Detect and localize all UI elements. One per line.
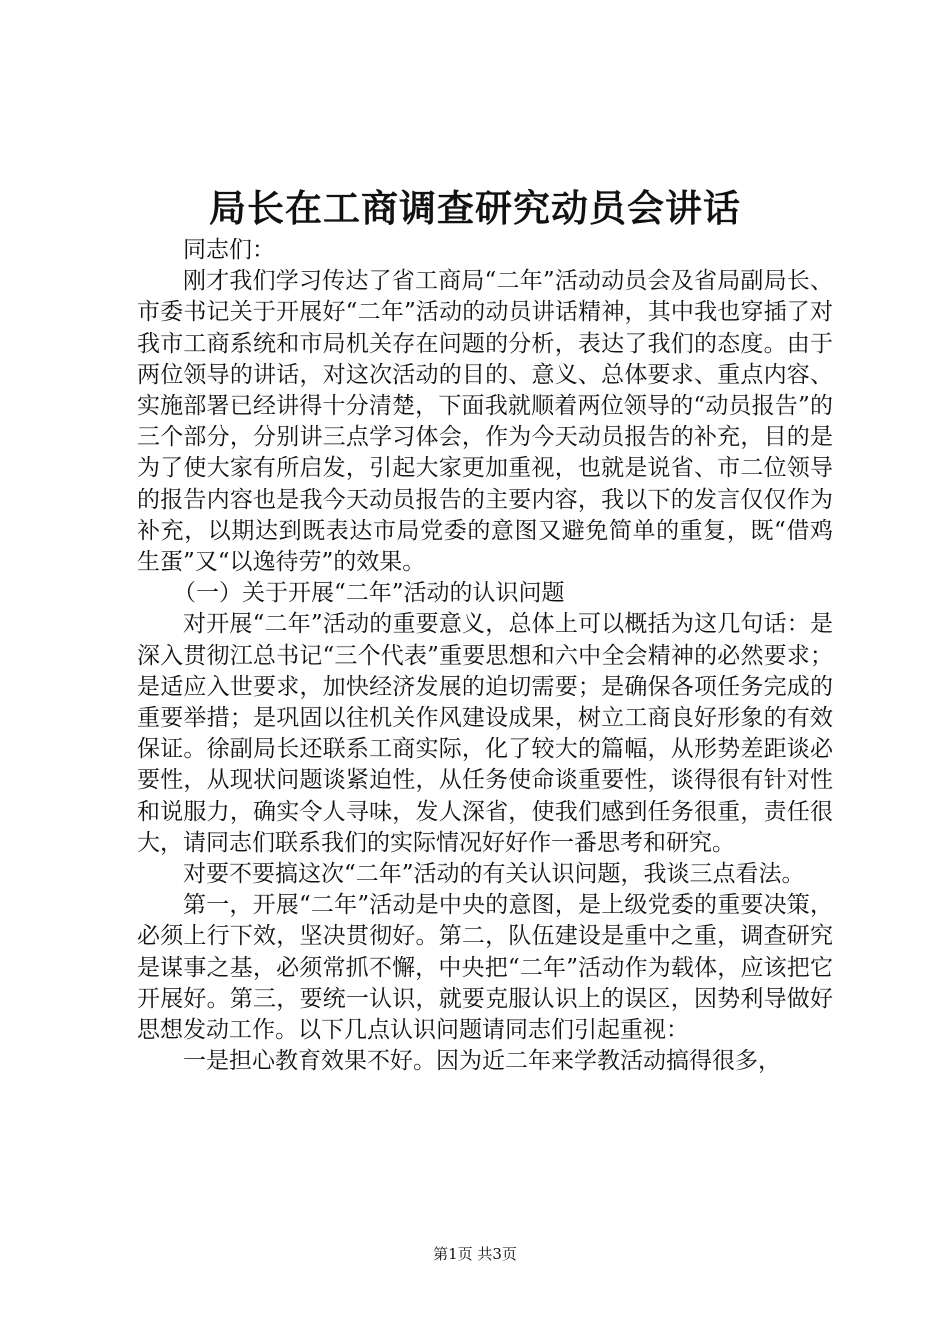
page-number-footer: 第1页 共3页 [433,1245,517,1263]
paragraph-significance: 对开展“二年”活动的重要意义，总体上可以概括为这几句话：是深入贯彻江总书记“三个代表”重要思想和六中全会精神的必然要求；是适应入世要求，加快经济发展的迫切需要；是确保各项任务完成的重要举措；是巩固以往机关作风建设成果，树立工商良好形象的有效保证。徐副局长还联系工商实际，化了较大的篇幅，从形势差距谈必要性，从现状问题谈紧迫性，从任务使命谈重要性，谈得很有针对性和说服力，确实令人寻味，发人深省，使我们感到任务很重，责任很大，请同志们联系我们的实际情况好好作一番思考和研究。 [137,611,833,856]
paragraph-three-views: 对要不要搞这次“二年”活动的有关认识问题，我谈三点看法。 [183,861,805,888]
salutation: 同志们： [183,237,275,263]
document-title: 局长在工商调查研究动员会讲话 [209,186,741,230]
section-heading: （一）关于开展“二年”活动的认识问题 [173,580,565,607]
document-body [137,235,833,1077]
paragraph-concern-one: 一是担心教育效果不好。因为近二年来学教活动搞得很多， [183,1048,781,1075]
paragraph-intro: 刚才我们学习传达了省工商局“二年”活动动员会及省局副局长、市委书记关于开展好“二年”活动的动员讲话精神，其中我也穿插了对我市工商系统和市局机关存在问题的分析，表达了我们的态度。由于两位领导的讲话，对这次活动的目的、意义、总体要求、重点内容、实施部署已经讲得十分清楚，下面我就顺着两位领导的“动员报告”的三个部分，分别讲三点学习体会，作为今天动员报告的补充，目的是为了使大家有所启发，引起大家更加重视，也就是说省、市二位领导的报告内容也是我今天动员报告的主要内容，我以下的发言仅仅作为补充，以期达到既表达市局党委的意图又避免简单的重复，既“借鸡生蛋”又“以逸待劳”的效果。 [137,268,833,576]
paragraph-first-second-third: 第一，开展“二年”活动是中央的意图，是上级党委的重要决策，必须上行下效，坚决贯彻好。第二，队伍建设是重中之重，调查研究是谋事之基，必须常抓不懈，中央把“二年”活动作为载体，应该把它开展好。第三，要统一认识，就要克服认识上的误区，因势利导做好思想发动工作。以下几点认识问题请同志们引起重视： [137,892,833,1044]
